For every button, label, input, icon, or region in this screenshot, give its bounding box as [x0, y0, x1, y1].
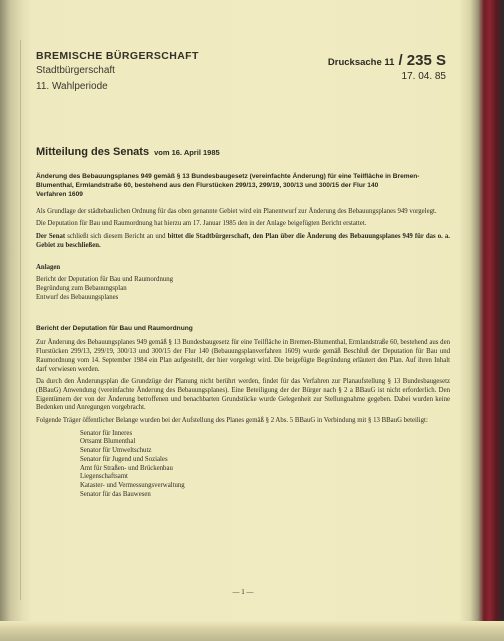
traeger-item: Amt für Straßen- und Brückenbau	[80, 464, 173, 472]
drucksache-number: / 235 S	[398, 52, 446, 69]
senat-mid: schließt sich diesem Bericht an und	[67, 233, 166, 241]
title-date: vom 16. April 1985	[154, 148, 220, 157]
anlagen-section	[36, 264, 450, 302]
page-number: — 1 —	[232, 588, 254, 596]
traeger-item: Kataster- und Vermessungsverwaltung	[80, 481, 185, 489]
traeger-item: Senator für Inneres	[80, 429, 133, 437]
chamber-name: Stadtbürgerschaft	[36, 65, 115, 76]
legislative-period: 11. Wahlperiode	[36, 81, 108, 92]
intro-paragraph-2: Die Deputation für Bau und Raumordnung hat hierzu am 17. Januar 1985 den in der Anlage beigefügten Bericht erstattet.	[36, 220, 367, 228]
anlagen-item: Begründung zum Bebauungsplan	[36, 284, 127, 292]
bericht-paragraph-2: Da durch den Änderungsplan die Grundzüge der Planung nicht berührt werden, findet für das Verfahren zur Planaufstellung § 13 Bundesbaugesetz (BBauG) Anwendung (vereinfachte Änderung des Bebauungsplanes). Eine Beteiligung der der Bürger nach § 2 a BBauG ist nicht erforderlich. Den Eigentümern der von der Änderung betroffenen und benachbarten Grundstücke wurde Gelegenheit zur Stellungnahme gegeben. Dabei wurden keine Bedenken und Anregungen vorgebracht.	[36, 378, 450, 412]
margin-line	[20, 40, 21, 600]
senat-request	[36, 233, 450, 250]
bericht-paragraph-3: Folgende Träger öffentlicher Belange wurden bei der Aufstellung des Planes gemäß § 2 Abs. 5 BBauG in Verbindung mit § 13 BBauG beteiligt:	[36, 417, 428, 425]
traeger-list	[36, 430, 450, 500]
header-left	[36, 50, 199, 94]
document-title: Mitteilung des Senats	[36, 146, 150, 158]
traeger-item: Senator für Jugend und Soziales	[80, 455, 168, 463]
intro-paragraph-1: Als Grundlage der städtebaulichen Ordnung für das oben genannte Gebiet wird ein Planentwurf zur Änderung des Bebauungsplanes 949 vorgelegt.	[36, 207, 437, 215]
traeger-item: Liegenschaftsamt	[80, 473, 128, 481]
senat-request-bold: bittet die Stadtbürgerschaft, den Plan über die Änderung des Bebauungsplanes 949 für das o. a. Gebiet zu beschließen.	[36, 233, 450, 249]
traeger-item: Senator für das Bauwesen	[80, 490, 151, 498]
page-bottom-edge	[0, 621, 504, 641]
traeger-item: Senator für Umweltschutz	[80, 447, 152, 455]
document-date: 17. 04. 85	[401, 71, 446, 82]
drucksache-label: Drucksache 11	[327, 57, 395, 68]
page-edges	[460, 0, 504, 641]
senat-lead: Der Senat	[36, 233, 66, 241]
verfahren-number: Verfahren 1609	[36, 191, 83, 199]
document-body	[36, 146, 450, 596]
organization-name: BREMISCHE BÜRGERSCHAFT	[36, 50, 199, 62]
anlagen-item: Bericht der Deputation für Bau und Raumordnung	[36, 276, 174, 284]
bericht-paragraph-1: Zur Änderung des Bebauungsplanes 949 gemäß § 13 Bundesbaugesetz für eine Teilfläche in Bremen-Blumenthal, Ermlandstraße 60, bestehend aus den Flurstücken 299/13, 299/19, 300/13 und 300/15 der Flur 140 (Bebauungsplanverfahren 1609) wurde gemäß Beschluß der Deputation für Bau und Raumordnung vom 14. September 1984 ein Plan aufgestellt, der hier vorgelegt wird. Die beigefügte Begründung erläutert den Plan. Auf ihren Inhalt darf verwiesen werden.	[36, 339, 450, 373]
traeger-item: Ortsamt Blumenthal	[80, 438, 136, 446]
header-right	[328, 52, 446, 82]
drucksache	[328, 52, 446, 69]
book-binding	[0, 0, 30, 641]
anlagen-item: Entwurf des Bebauungsplanes	[36, 293, 119, 301]
bericht-heading: Bericht der Deputation für Bau und Raumordnung	[36, 325, 193, 333]
title-row	[36, 146, 450, 158]
subject-heading: Änderung des Bebauungsplanes 949 gemäß § 13 Bundesbaugesetz (vereinfachte Änderung) für eine Teilfläche in Bremen-Blumenthal, Ermlandstraße 60, bestehend aus den Flurstücken 299/13, 299/19, 300/13 und 300/15 der Flur 140	[36, 173, 420, 190]
anlagen-heading: Anlagen	[36, 264, 61, 272]
